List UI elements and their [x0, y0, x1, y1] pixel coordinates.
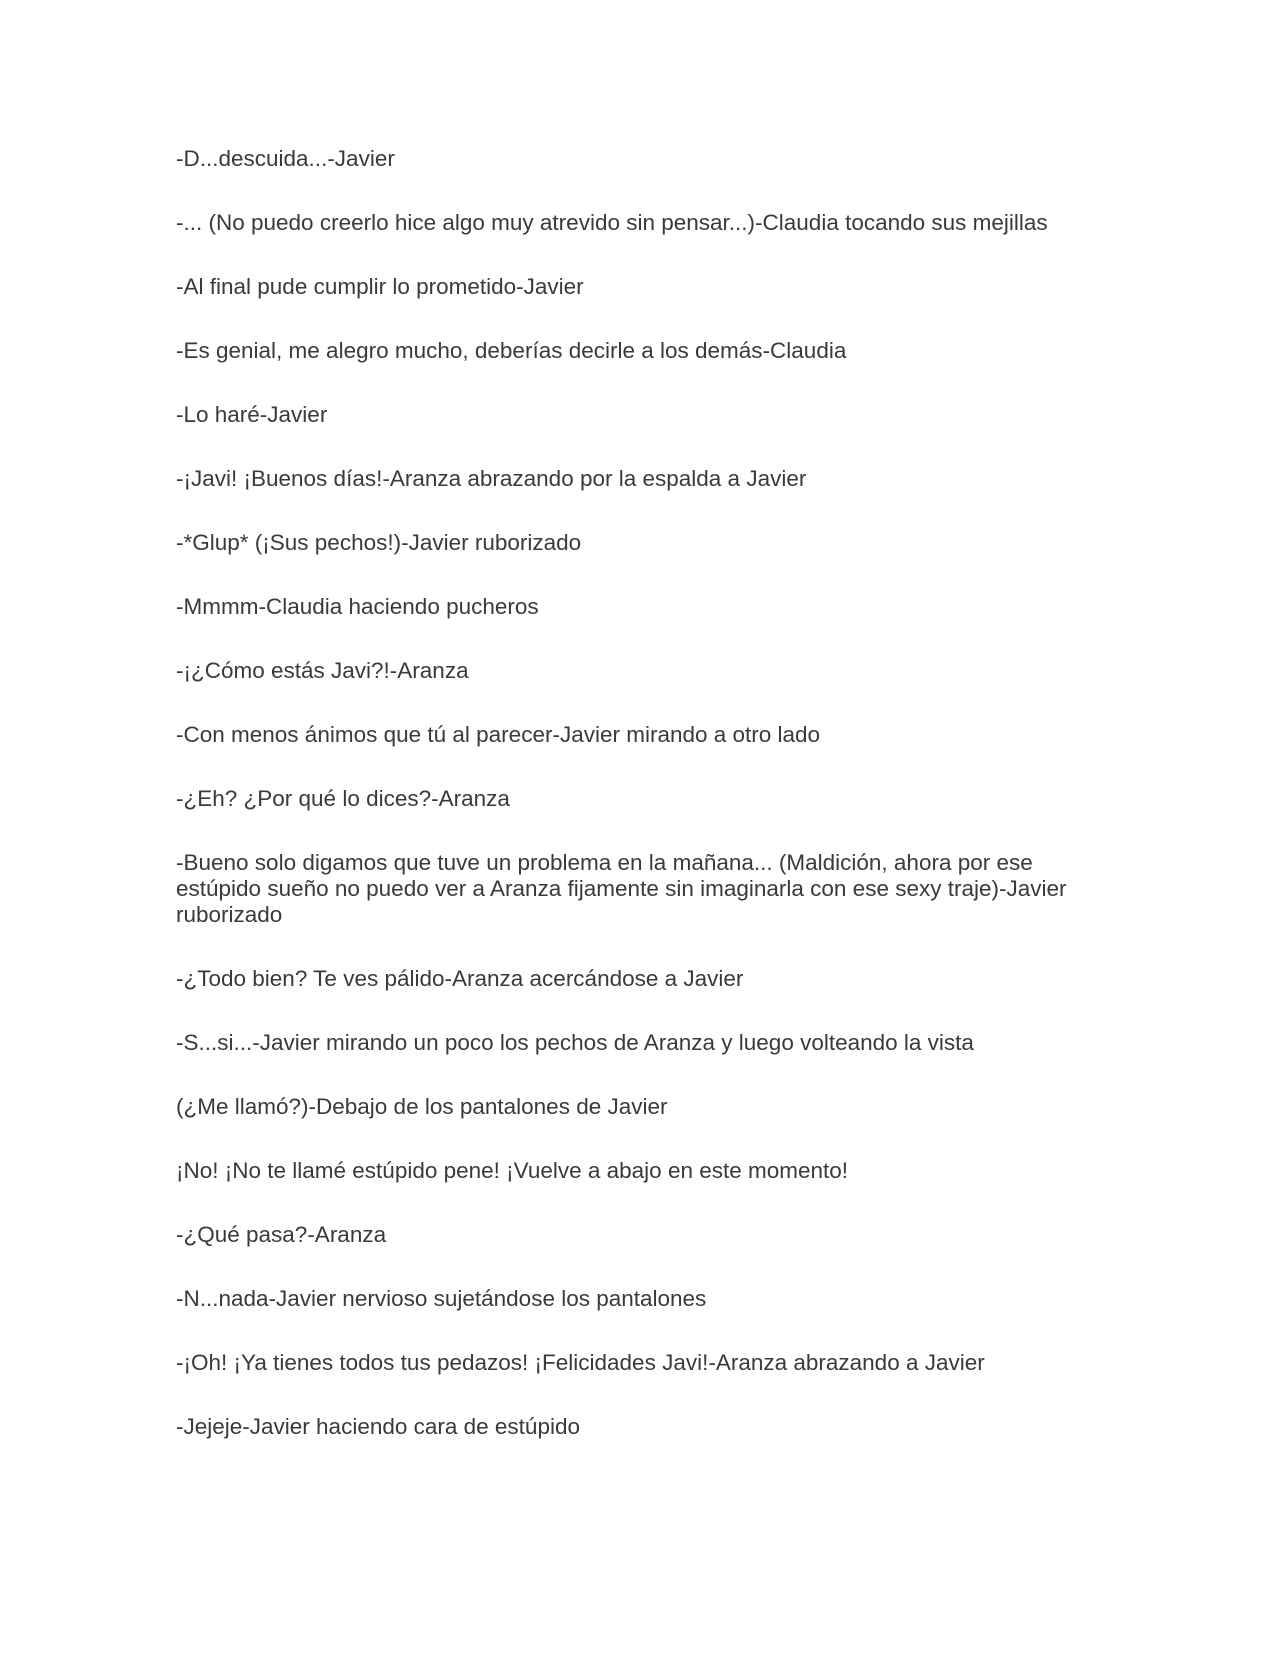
paragraph: -Es genial, me alegro mucho, deberías decirle a los demás-Claudia	[176, 338, 847, 363]
paragraph: -Bueno solo digamos que tuve un problema en la mañana... (Maldición, ahora por ese estúpido sueño no puedo ver a Aranza fijamente sin imaginarla con ese sexy traje)-Javier ruborizado	[176, 850, 1067, 927]
paragraph: -Jejeje-Javier haciendo cara de estúpido	[176, 1414, 580, 1439]
paragraph: -¿Todo bien? Te ves pálido-Aranza acercándose a Javier	[176, 966, 744, 991]
paragraph: -D...descuida...-Javier	[176, 146, 395, 171]
paragraph: -Al final pude cumplir lo prometido-Javier	[176, 274, 584, 299]
paragraph: -¿Qué pasa?-Aranza	[176, 1222, 387, 1247]
paragraph: -... (No puedo creerlo hice algo muy atrevido sin pensar...)-Claudia tocando sus mejillas	[176, 210, 1048, 235]
paragraph: -¿Eh? ¿Por qué lo dices?-Aranza	[176, 786, 510, 811]
paragraph: -*Glup* (¡Sus pechos!)-Javier ruborizado	[176, 530, 582, 555]
paragraph: (¿Me llamó?)-Debajo de los pantalones de Javier	[176, 1094, 668, 1119]
paragraph: -S...si...-Javier mirando un poco los pechos de Aranza y luego volteando la vista	[176, 1030, 974, 1055]
paragraph: ¡No! ¡No te llamé estúpido pene! ¡Vuelve a abajo en este momento!	[176, 1158, 849, 1183]
paragraph: -¡Oh! ¡Ya tienes todos tus pedazos! ¡Felicidades Javi!-Aranza abrazando a Javier	[176, 1350, 985, 1375]
document-body	[176, 146, 1106, 1478]
paragraph: -¡Javi! ¡Buenos días!-Aranza abrazando por la espalda a Javier	[176, 466, 807, 491]
paragraph: -¡¿Cómo estás Javi?!-Aranza	[176, 658, 469, 683]
paragraph: -Mmmm-Claudia haciendo pucheros	[176, 594, 539, 619]
paragraph: -Con menos ánimos que tú al parecer-Javier mirando a otro lado	[176, 722, 821, 747]
paragraph: -Lo haré-Javier	[176, 402, 328, 427]
paragraph: -N...nada-Javier nervioso sujetándose los pantalones	[176, 1286, 707, 1311]
